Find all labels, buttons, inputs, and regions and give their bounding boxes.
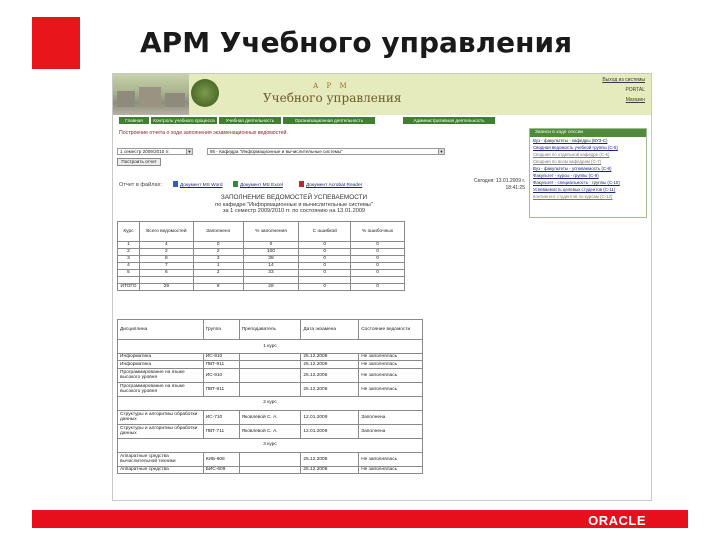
table-row: 2 2 2 100 0 0 xyxy=(118,249,405,256)
files-label: Отчет в файлах: xyxy=(119,182,162,188)
column-header: Преподаватель xyxy=(239,320,301,340)
banner-arm: А Р М xyxy=(313,82,350,90)
report-link[interactable]: Контингент студентов по курсам (С-12) xyxy=(533,194,613,199)
table-row: Аппаратные средства вычислительной техники КИБ-608 25.12.2008 Не заполнялась xyxy=(118,452,423,466)
column-header: Курс xyxy=(118,222,140,242)
red-accent-square xyxy=(32,17,80,69)
session-reports-title: Записи в ходе сессии xyxy=(530,129,646,137)
app-screenshot xyxy=(112,73,652,501)
course-section-row: 2 курс xyxy=(118,396,423,410)
column-header: Состояние ведомости xyxy=(359,320,423,340)
oracle-logo: ORACLE xyxy=(588,513,646,528)
table-spacer-row xyxy=(118,277,405,284)
slide-title: АРМ Учебного управления xyxy=(140,26,573,59)
table-row: Программирование на языке высокого уровня ПВТ-911 25.12.2008 Не заполнялась xyxy=(118,382,423,396)
course-section-row: 1 курс xyxy=(118,340,423,354)
details-table xyxy=(117,319,423,474)
main-menu xyxy=(113,116,651,125)
table-row: Структуры и алгоритмы обработки данных ПВТ-711 Яковлевой С. А. 12.01.2009 Заполнена xyxy=(118,424,423,438)
report-link[interactable]: Факультет - курсы - группы (С-9) xyxy=(533,173,599,178)
column-header: Дата экзамена xyxy=(301,320,359,340)
column-header: Дисциплина xyxy=(118,320,204,340)
table-row: Программирование на языке высокого уровня ИС-910 25.12.2008 Не заполнялась xyxy=(118,368,423,382)
column-header: Заполнено xyxy=(193,222,243,242)
semester-select-value: 1 семестр 2009/2010 гг. xyxy=(120,149,170,154)
excel-file-icon xyxy=(233,181,238,187)
table-header-row xyxy=(118,222,405,242)
menu-item-administration[interactable]: Административная деятельность xyxy=(403,117,495,124)
shop-link[interactable]: Магазин xyxy=(625,97,645,103)
report-link[interactable]: Сводная по отдельной кафедре (С-6) xyxy=(533,152,610,157)
table-row: 5 6 2 33 0 0 xyxy=(118,270,405,277)
emblem-icon xyxy=(191,79,219,107)
word-file-icon xyxy=(173,181,178,187)
today-date: Сегодня: 13.01.2009 г. xyxy=(474,178,525,184)
chevron-down-icon: ▼ xyxy=(187,149,192,154)
summary-table xyxy=(117,221,405,291)
word-file-link[interactable]: Документ MS Word xyxy=(173,181,223,189)
menu-item-organization[interactable]: Организационная деятельность xyxy=(283,117,375,124)
menu-item-control[interactable]: Контроль учебного процесса xyxy=(151,117,217,124)
footer-brand-bar xyxy=(32,510,688,528)
menu-item-study[interactable]: Учебная деятельность xyxy=(219,117,281,124)
table-row: Аппаратные средства БИС-609 25.12.2008 Не заполнялась xyxy=(118,466,423,473)
department-select[interactable] xyxy=(207,148,445,155)
table-row: Информатика ИС-910 25.12.2008 Не заполнялась xyxy=(118,354,423,361)
table-total-row: ИТОГО 29 8 28 0 0 xyxy=(118,284,405,291)
table-row: 3 8 3 38 0 0 xyxy=(118,256,405,263)
course-section-row: 3 курс xyxy=(118,438,423,452)
department-select-value: 86 - Кафедра "Информационные и вычислительные системы" xyxy=(210,149,343,154)
report-heading-line1: ЗАПОЛНЕНИЕ ВЕДОМОСТЕЙ УСПЕВАЕМОСТИ xyxy=(220,194,368,201)
report-link[interactable]: Сводная по всем кафедрам (С-7) xyxy=(533,159,602,164)
report-link[interactable]: Вуз - факультеты - кафедры (ВУЗ-С) xyxy=(533,138,608,143)
menu-item-home[interactable]: Главная xyxy=(119,117,149,124)
build-report-button[interactable]: Построить отчет xyxy=(117,158,161,166)
column-header: Всего ведомостей xyxy=(139,222,193,242)
table-row: Структуры и алгоритмы обработки данных ИС-710 Яковлевой С. А. 12.01.2009 Заполнена xyxy=(118,410,423,424)
pdf-file-icon xyxy=(299,181,304,187)
column-header: Группа xyxy=(203,320,239,340)
chevron-down-icon: ▼ xyxy=(439,149,444,154)
table-row: 1 4 0 0 0 0 xyxy=(118,242,405,249)
banner-photo xyxy=(113,74,189,115)
app-banner xyxy=(113,74,651,115)
table-row: 4 7 1 14 0 0 xyxy=(118,263,405,270)
semester-select[interactable] xyxy=(117,148,193,155)
report-link[interactable]: Факультет - специальность - группы (С-10) xyxy=(533,180,620,185)
pdf-file-link[interactable]: Документ Acrobat Reader xyxy=(299,181,362,189)
table-header-row xyxy=(118,320,423,340)
table-row: Информатика ПВТ-911 25.12.2008 Не заполнялась xyxy=(118,361,423,368)
banner-links xyxy=(602,77,645,107)
portal-link[interactable]: PORTAL xyxy=(625,87,645,93)
logout-link[interactable]: Выход из системы xyxy=(602,77,645,83)
report-heading-line2: по кафедре "Информационные и вычислительные системы" xyxy=(215,201,373,208)
banner-title: Учебного управления xyxy=(263,91,402,105)
report-link[interactable]: Сводная ведомость учебной группы (С-5) xyxy=(533,145,618,150)
column-header: % заполнения xyxy=(243,222,299,242)
report-heading xyxy=(199,194,389,215)
column-header: С ошибкой xyxy=(299,222,351,242)
report-link[interactable]: Вуз - факультеты - успеваемость (С-8) xyxy=(533,166,612,171)
report-heading-line3: за 1 семестр 2009/2010 гг. по состоянию на 13.01.2009 xyxy=(222,208,366,215)
excel-file-link[interactable]: Документ MS Excel xyxy=(233,181,283,189)
report-link[interactable]: Успеваемость целевых студентов (С-11) xyxy=(533,187,616,192)
column-header: % ошибочных xyxy=(351,222,405,242)
session-reports-panel xyxy=(529,128,647,218)
current-time: 18:41:25 xyxy=(505,185,525,191)
task-title: Построение отчета о ходе заполнения экзаменационных ведомостей. xyxy=(119,130,288,136)
